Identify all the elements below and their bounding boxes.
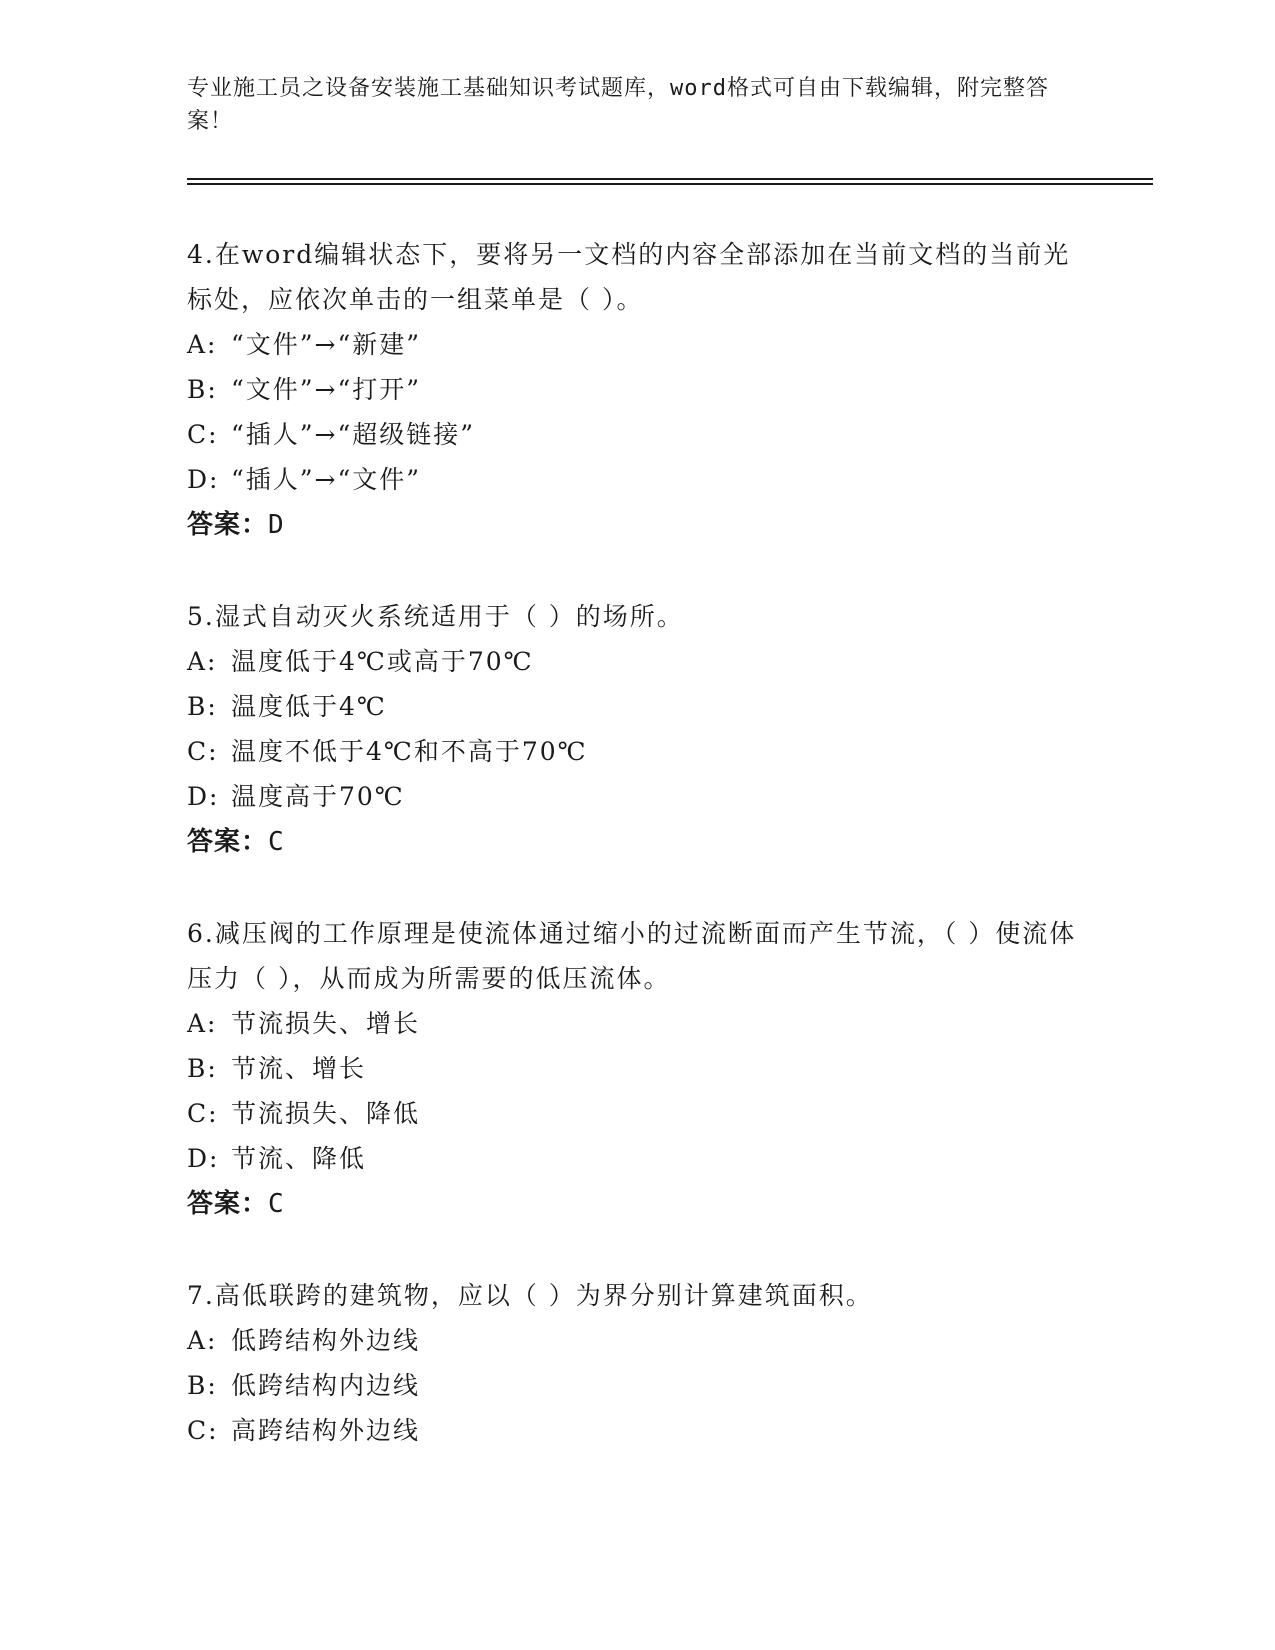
question-list: [187, 232, 1087, 1499]
question-text: 5.湿式自动灭火系统适用于（ ）的场所。: [187, 602, 684, 631]
header-divider-top: [187, 178, 1153, 180]
option-letter: A:: [187, 1326, 218, 1355]
question-text: 7.高低联跨的建筑物，应以（ ）为界分别计算建筑面积。: [187, 1281, 873, 1310]
option-letter: C:: [187, 1099, 219, 1128]
option-c: [187, 1408, 1087, 1453]
option-text: “文件”→“打开”: [231, 375, 422, 404]
option-d: [187, 457, 1087, 502]
option-a: [187, 322, 1087, 367]
option-letter: A:: [187, 647, 218, 676]
answer-value: C: [268, 1189, 285, 1219]
option-b: [187, 684, 1087, 729]
option-letter: C:: [187, 737, 219, 766]
answer-label: 答案：: [187, 510, 269, 540]
answer-line: [187, 502, 1087, 548]
option-a: [187, 1001, 1087, 1046]
option-c: [187, 1091, 1087, 1136]
option-a: [187, 1318, 1087, 1363]
option-d: [187, 774, 1087, 819]
option-text: 节流损失、增长: [231, 1009, 421, 1038]
question-4: [187, 232, 1087, 548]
answer-label: 答案：: [187, 1189, 269, 1219]
option-a: [187, 639, 1087, 684]
answer-line: [187, 1181, 1087, 1227]
option-d: [187, 1136, 1087, 1181]
option-text: 节流、增长: [231, 1054, 367, 1083]
option-letter: B:: [187, 692, 218, 721]
option-text: 温度低于4℃或高于70℃: [231, 647, 534, 676]
option-c: [187, 412, 1087, 457]
question-text: 4.在word编辑状态下，要将另一文档的内容全部添加在当前文档的当前光标处，应依次单击的一组菜单是（ ）。: [187, 240, 1071, 314]
header-divider-bottom: [187, 183, 1153, 185]
option-text: 节流、降低: [231, 1144, 367, 1173]
option-text: 温度高于70℃: [231, 782, 405, 811]
option-text: “插人”→“超级链接”: [231, 420, 476, 449]
option-text: 温度不低于4℃和不高于70℃: [231, 737, 588, 766]
question-6: [187, 911, 1087, 1227]
question-text: 6.减压阀的工作原理是使流体通过缩小的过流断面而产生节流，（ ）使流体压力（ ），从而成为所需要的低压流体。: [187, 919, 1077, 993]
option-b: [187, 367, 1087, 412]
option-text: 节流损失、降低: [231, 1099, 421, 1128]
option-letter: D:: [187, 465, 220, 494]
option-text: “插人”→“文件”: [231, 465, 422, 494]
question-5: [187, 594, 1087, 865]
option-text: 低跨结构外边线: [231, 1326, 421, 1355]
option-text: 低跨结构内边线: [231, 1371, 421, 1400]
option-letter: B:: [187, 375, 218, 404]
option-text: 高跨结构外边线: [231, 1416, 421, 1445]
answer-value: C: [268, 827, 285, 857]
answer-line: [187, 819, 1087, 865]
option-b: [187, 1363, 1087, 1408]
answer-label: 答案：: [187, 827, 269, 857]
option-text: “文件”→“新建”: [231, 330, 422, 359]
option-letter: A:: [187, 330, 218, 359]
option-letter: A:: [187, 1009, 218, 1038]
option-letter: B:: [187, 1371, 218, 1400]
option-c: [187, 729, 1087, 774]
answer-value: D: [268, 510, 285, 540]
option-letter: D:: [187, 1144, 220, 1173]
option-letter: D:: [187, 782, 220, 811]
option-letter: C:: [187, 1416, 219, 1445]
option-b: [187, 1046, 1087, 1091]
option-letter: B:: [187, 1054, 218, 1083]
question-7: [187, 1273, 1087, 1453]
option-letter: C:: [187, 420, 219, 449]
option-text: 温度低于4℃: [231, 692, 387, 721]
document-header: 专业施工员之设备安装施工基础知识考试题库，word格式可自由下载编辑，附完整答案！: [187, 76, 1049, 134]
